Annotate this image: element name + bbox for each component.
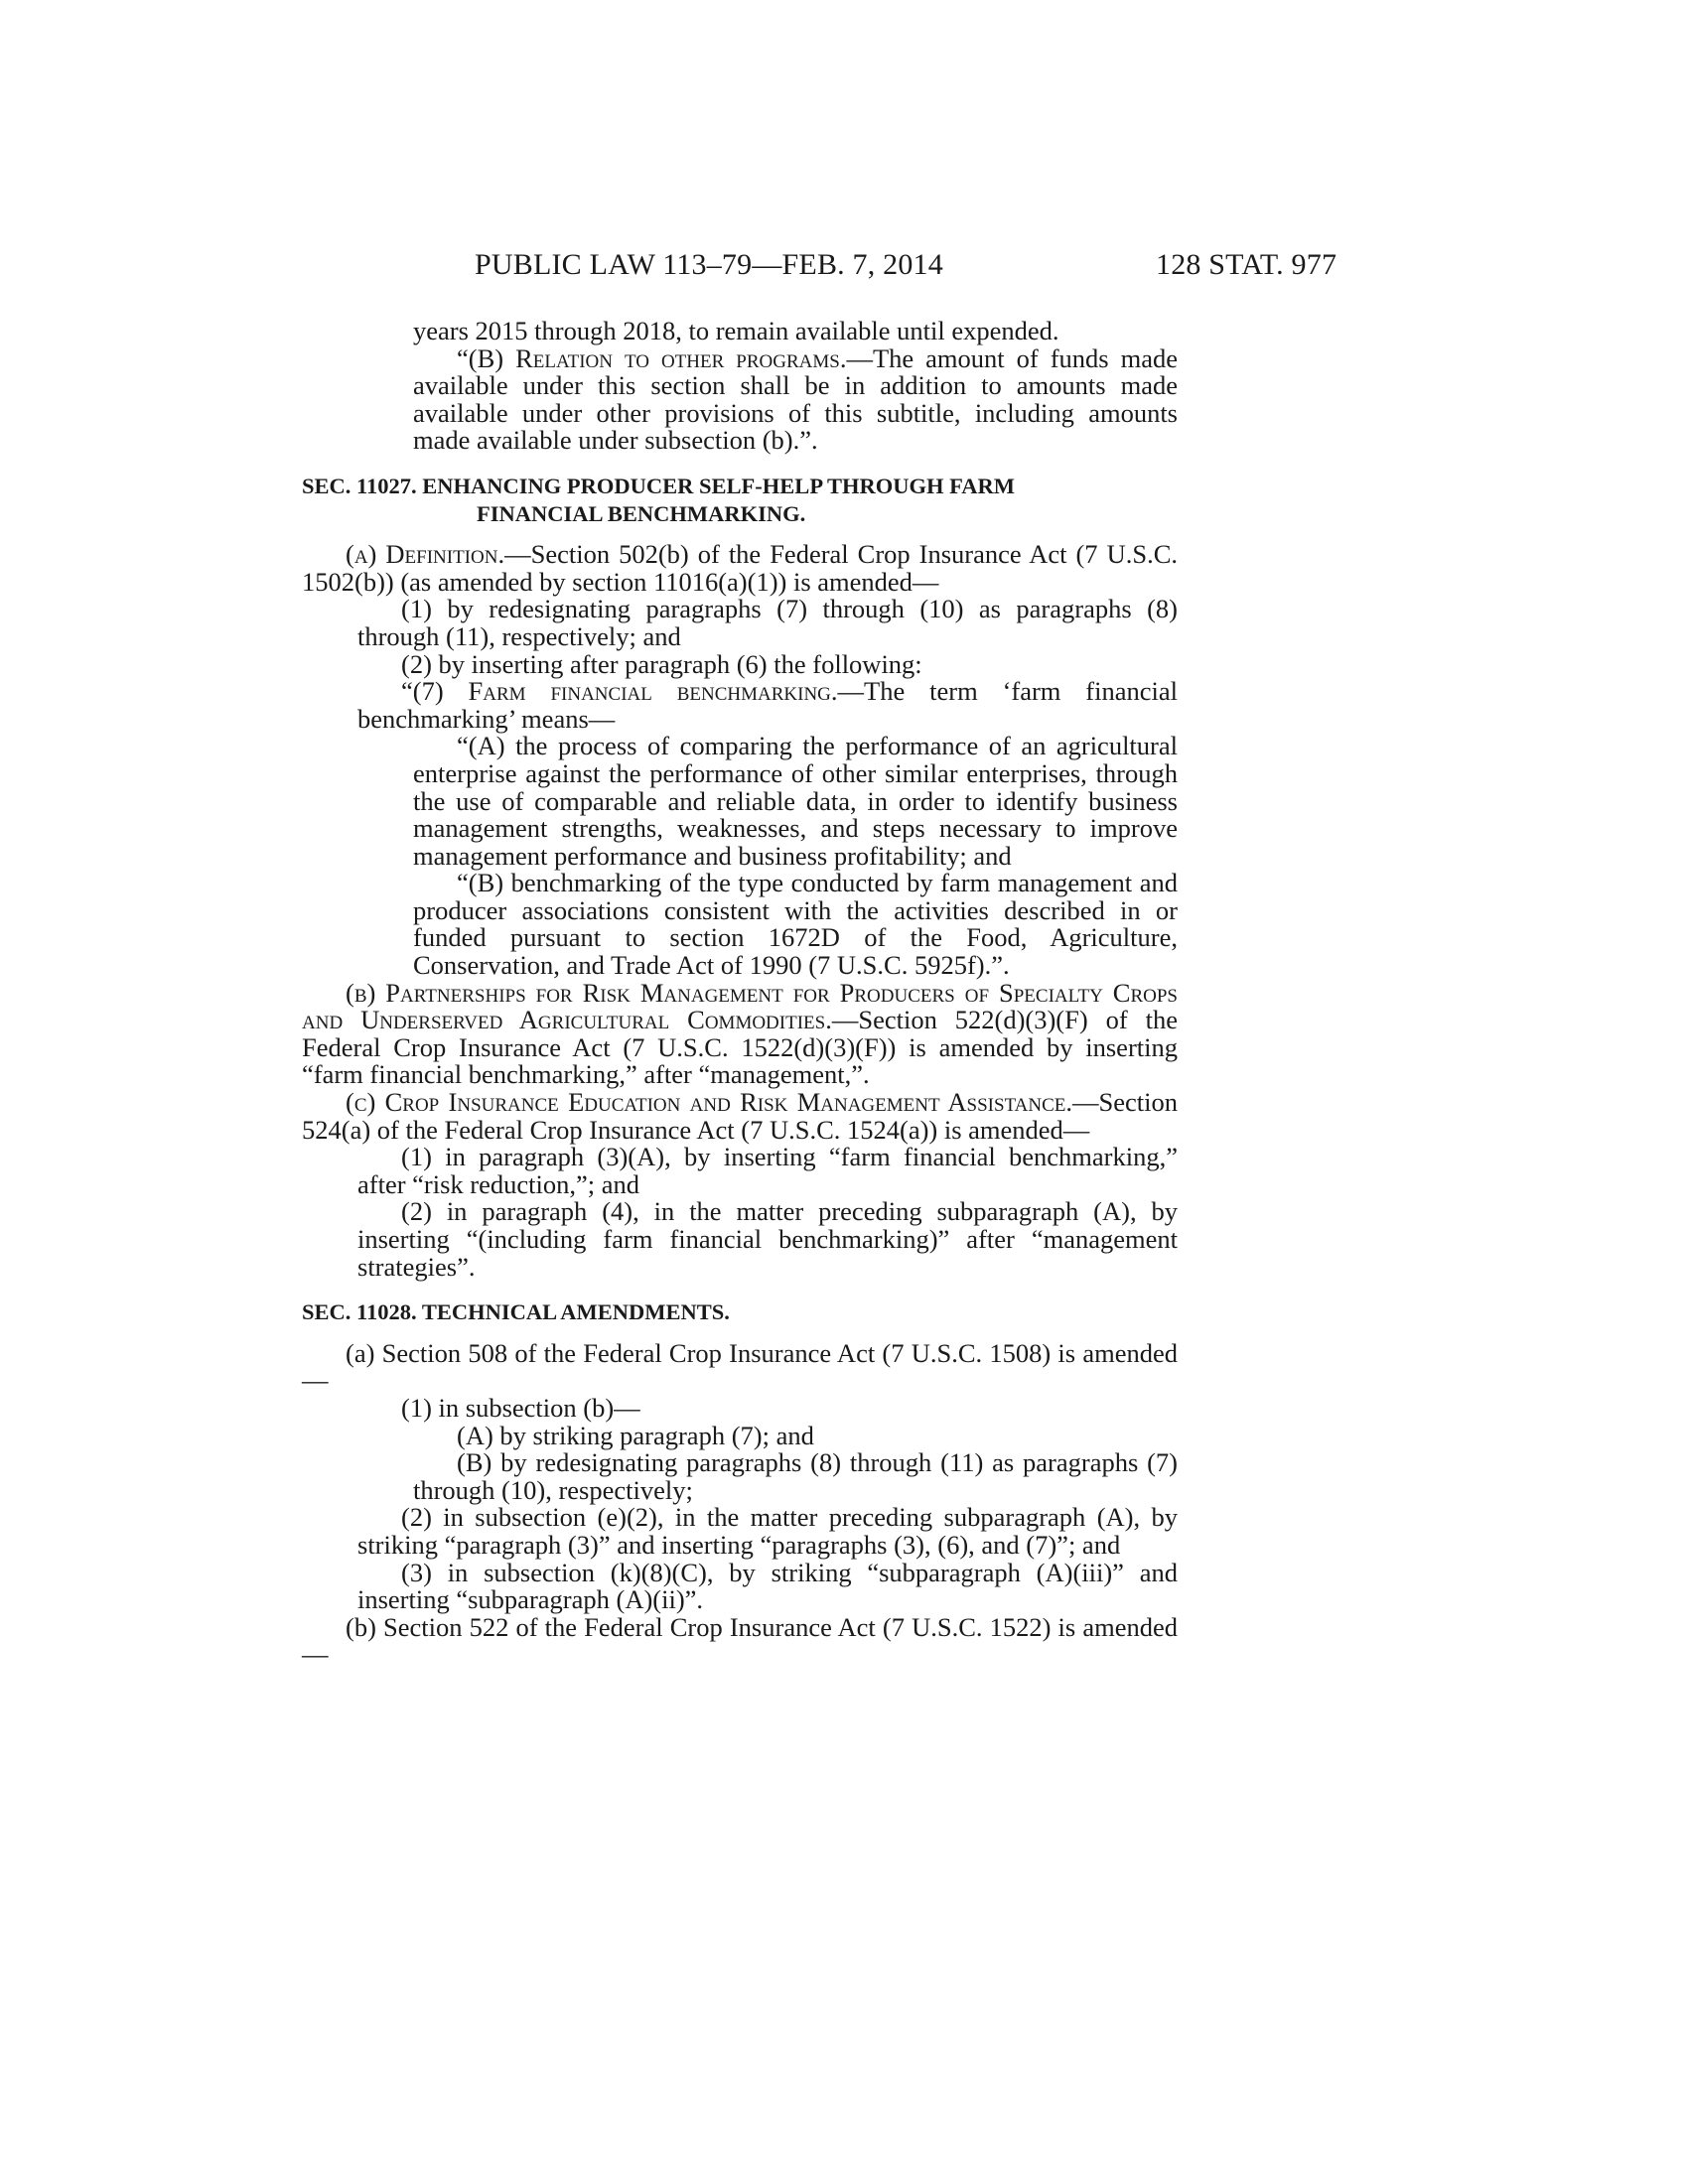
paragraph-a1: (1) by redesignating paragraphs (7) through (10) as paragraphs (8) through (11), respectively; and: [357, 594, 1178, 651]
statute-page-number: 128 STAT. 977: [1156, 248, 1337, 281]
technical-subsection-a: (a) Section 508 of the Federal Crop Insurance Act (7 U.S.C. 1508) is amended—: [302, 1337, 1178, 1396]
definition-caption: “(7) Farm financial benchmarking.: [401, 676, 838, 707]
page-header: [0, 248, 1688, 288]
running-head-title: PUBLIC LAW 113–79—FEB. 7, 2014: [475, 248, 943, 281]
technical-paragraph-a1: (1) in subsection (b)—: [401, 1392, 640, 1423]
paragraph-c2: (2) in paragraph (4), in the matter preceding subparagraph (A), by inserting “(including farm financial benchmarking)” after “management strategies”.: [357, 1196, 1178, 1282]
subsection-a-definition: (a) Definition.—Section 502(b) of the Federal Crop Insurance Act (7 U.S.C. 1502(b)) (as amended by section 11016(a)(1)) is amended—: [302, 539, 1178, 597]
technical-subparagraph-a1a: (A) by striking paragraph (7); and: [457, 1420, 814, 1450]
continued-paragraph: years 2015 through 2018, to remain available until expended.: [413, 316, 1059, 345]
definition-subparagraph-a: “(A) the process of comparing the performance of an agricultural enterprise against the performance of other similar enterprises, through the use of comparable and reliable data, in order to identify business management strengths, weaknesses, and steps necessary to improve management performance and business profitability; and: [413, 731, 1178, 871]
section-heading-11028: SEC. 11028. TECHNICAL AMENDMENTS.: [302, 1299, 730, 1325]
technical-paragraph-a2: (2) in subsection (e)(2), in the matter preceding subparagraph (A), by striking “paragraph (3)” and inserting “paragraphs (3), (6), and (7)”; and: [357, 1502, 1178, 1560]
paragraph-caption: “(B) Relation to other programs.: [457, 342, 847, 373]
document-body: [302, 318, 1178, 1669]
subsection-caption: (b) Partnerships for Risk Management for Producers of Specialty Crops and Underserved Agricultural Commodities.: [302, 977, 1178, 1035]
definition-subparagraph-b: “(B) benchmarking of the type conducted by farm management and producer associations consistent with the activities described in or funded pursuant to section 1672D of the Food, Agriculture, Conservation, and Trade Act of 1990 (7 U.S.C. 5925f).”.: [413, 868, 1178, 981]
section-heading-11027: SEC. 11027. ENHANCING PRODUCER SELF-HELP THROUGH FARM FINANCIAL BENCHMARKING.: [302, 473, 1015, 526]
technical-subsection-b: (b) Section 522 of the Federal Crop Insurance Act (7 U.S.C. 1522) is amended—: [302, 1611, 1178, 1670]
technical-paragraph-a3: (3) in subsection (k)(8)(C), by striking “subparagraph (A)(iii)” and inserting “subparagraph (A)(ii)”.: [357, 1557, 1178, 1615]
technical-subparagraph-a1b: (B) by redesignating paragraphs (8) through (11) as paragraphs (7) through (10), respectively;: [413, 1447, 1178, 1505]
subsection-caption: (c) Crop Insurance Education and Risk Management Assistance.: [346, 1087, 1072, 1118]
subsection-caption: (a) Definition.: [346, 539, 505, 570]
definition-farm-financial-benchmarking: “(7) Farm financial benchmarking.—The term ‘farm financial benchmarking’ means—: [357, 676, 1178, 734]
paragraph-a2: (2) by inserting after paragraph (6) the following:: [401, 648, 922, 679]
paragraph-c1: (1) in paragraph (3)(A), by inserting “farm financial benchmarking,” after “risk reduction,”; and: [357, 1142, 1178, 1199]
subsection-c-crop-insurance-education: (c) Crop Insurance Education and Risk Management Assistance.—Section 524(a) of the Federal Crop Insurance Act (7 U.S.C. 1524(a)) is amended—: [302, 1087, 1178, 1145]
paragraph-relation-to-other-programs: “(B) Relation to other programs.—The amount of funds made available under this section shall be in addition to amounts made available under other provisions of this subtitle, including amounts made available under subsection (b).”.: [413, 342, 1178, 456]
subsection-b-partnerships: (b) Partnerships for Risk Management for Producers of Specialty Crops and Underserved Agricultural Commodities.—Section 522(d)(3)(F) of the Federal Crop Insurance Act (7 U.S.C. 1522(d)(3)(F)) is amended by inserting “farm financial benchmarking,” after “management,”.: [302, 977, 1178, 1090]
